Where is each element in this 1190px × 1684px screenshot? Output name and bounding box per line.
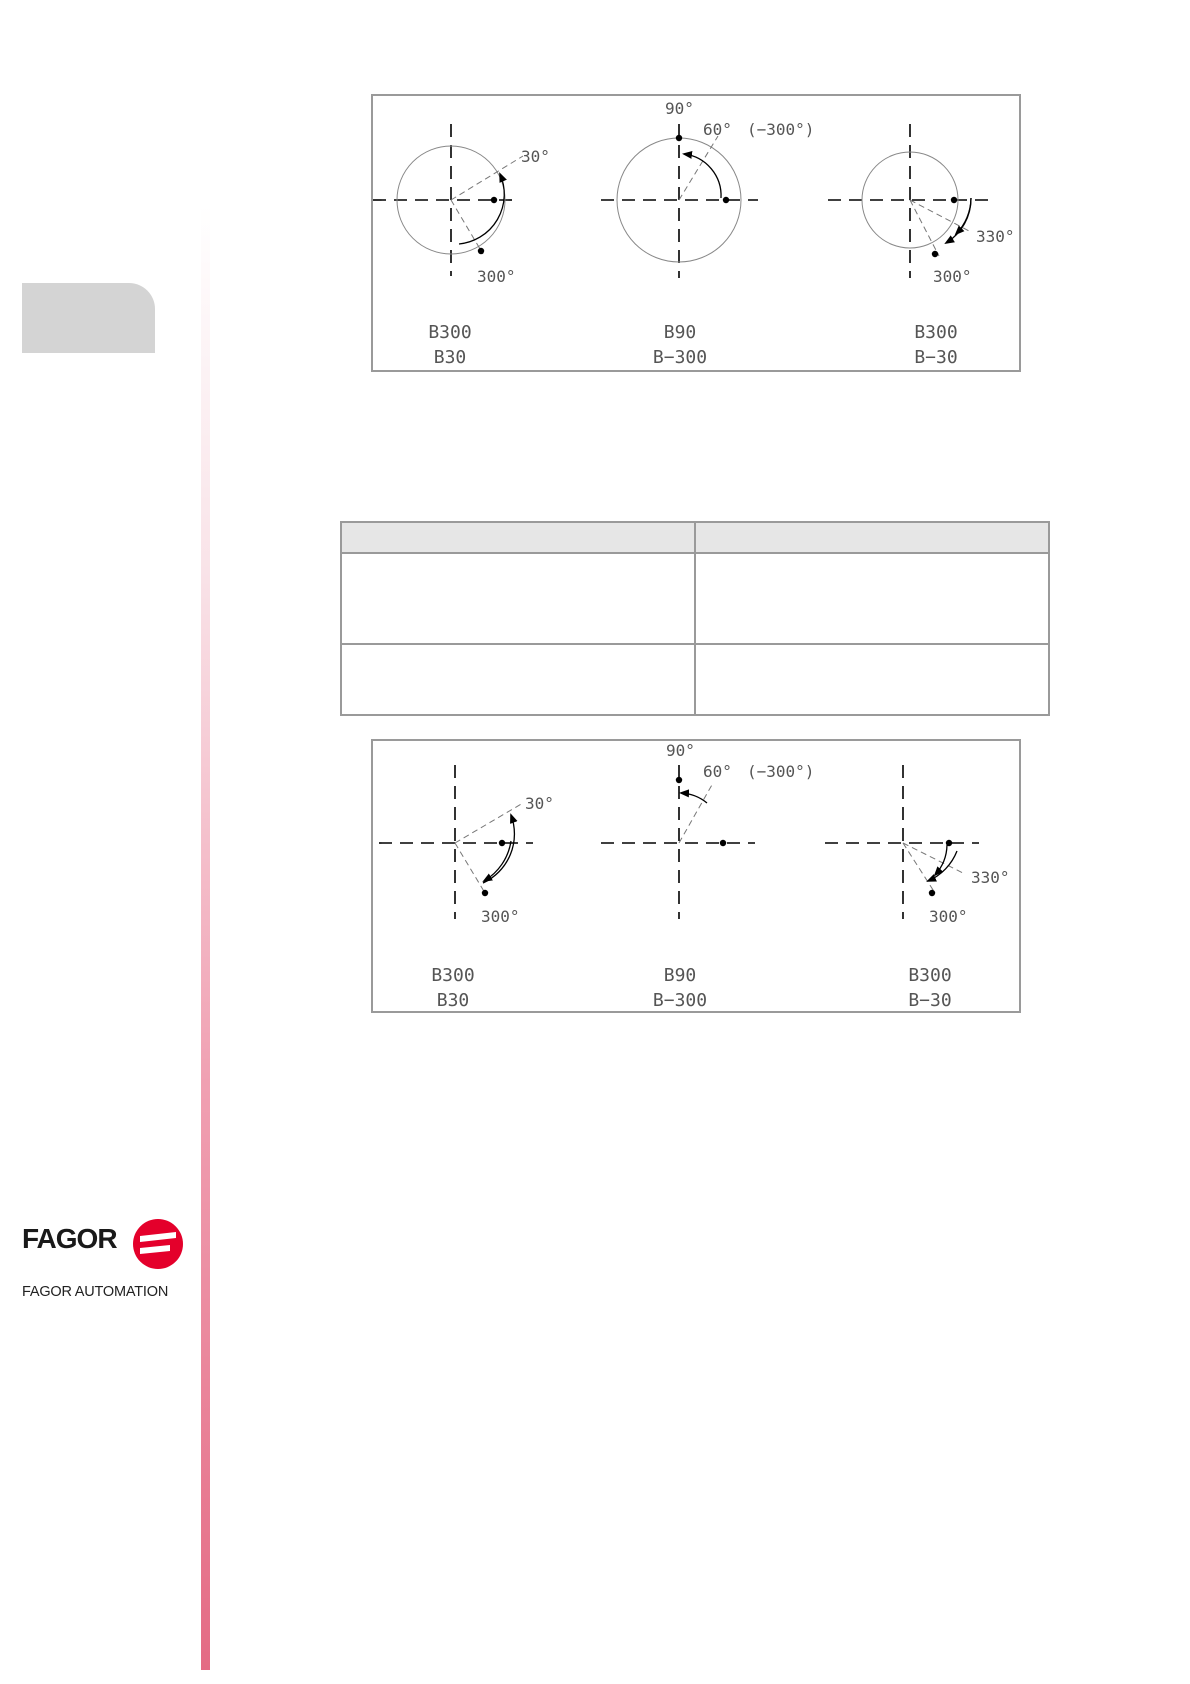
angle-label: 300° — [933, 267, 972, 286]
angle-label: 300° — [929, 907, 968, 926]
table-row — [341, 553, 1049, 644]
code-line: B30 — [433, 347, 467, 368]
code-line: B300 — [908, 965, 952, 986]
logo-subtitle: FAGOR AUTOMATION — [22, 1284, 169, 1300]
chapter-tab — [22, 283, 155, 353]
code-line: B30 — [436, 990, 470, 1011]
table-cell — [341, 553, 695, 644]
code-label-right — [881, 320, 991, 370]
table-row — [341, 644, 1049, 715]
angle-label: (−300°) — [747, 120, 815, 139]
code-line: B300 — [428, 322, 472, 343]
code-line: B300 — [914, 322, 958, 343]
fagor-logo — [20, 1218, 190, 1303]
table-cell — [695, 553, 1049, 644]
code-label-center — [625, 320, 735, 370]
angle-label: 30° — [525, 794, 554, 813]
code-line: B−30 — [908, 990, 952, 1011]
angle-label: (−300°) — [747, 762, 815, 781]
code-line: B90 — [663, 965, 697, 986]
figure-top — [371, 94, 1021, 372]
code-line: B300 — [431, 965, 475, 986]
figure-bottom — [371, 739, 1021, 1013]
table-header-cell — [695, 522, 1049, 553]
table-header-cell — [341, 522, 695, 553]
code-label-center — [625, 963, 735, 1013]
code-label-right — [875, 963, 985, 1013]
code-line: B−300 — [652, 347, 708, 368]
logo-brand-text: FAGOR — [22, 1223, 117, 1254]
angle-label: 90° — [665, 99, 694, 118]
table-header-row — [341, 522, 1049, 553]
code-line: B−300 — [652, 990, 708, 1011]
side-color-bar — [201, 205, 210, 1670]
table-cell — [695, 644, 1049, 715]
angle-label: 300° — [481, 907, 520, 926]
angle-label: 60° — [703, 762, 732, 781]
parameter-table — [340, 521, 1050, 716]
code-label-left — [398, 963, 508, 1013]
angle-label: 330° — [971, 868, 1010, 887]
angle-label: 90° — [666, 741, 695, 760]
angle-label: 330° — [976, 227, 1015, 246]
angle-label: 30° — [521, 147, 550, 166]
angle-label: 60° — [703, 120, 732, 139]
code-line: B−30 — [914, 347, 958, 368]
table-cell — [341, 644, 695, 715]
angle-label: 300° — [477, 267, 516, 286]
code-label-left — [395, 320, 505, 370]
fagor-emblem-icon — [130, 1218, 186, 1270]
code-line: B90 — [663, 322, 697, 343]
